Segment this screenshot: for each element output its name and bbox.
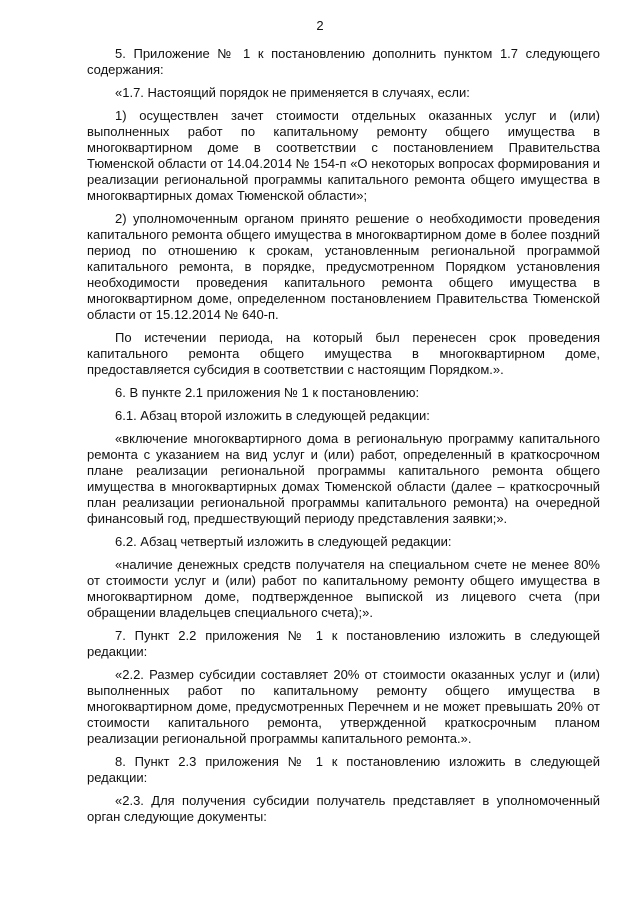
paragraph-1-7: «1.7. Настоящий порядок не применяется в случаях, если: bbox=[115, 85, 470, 100]
document-body bbox=[87, 46, 600, 832]
paragraph-2-3-text: «2.3. Для получения субсидии получатель представляет в уполномоченный орган следующие документы: bbox=[87, 793, 600, 824]
paragraph-6-1-text: «включение многоквартирного дома в региональную программу капитального ремонта с указанием на вид услуг и (или) работ, определенный в краткосрочном плане реализации региональной программы капитального ремонта общего имущества в многоквартирных домах Тюменской области (далее – краткосрочный план реализации региональной программы капитального ремонта) на очередной финансовый год, предшествующий периоду представления заявки;». bbox=[87, 431, 600, 526]
paragraph-6-2-text: «наличие денежных средств получателя на специальном счете не менее 80% от стоимости услуг и (или) работ по капитальному ремонту общего имущества в многоквартирном доме, подтвержденное выпиской из лицевого счета (при обращении владельцев специального счета);». bbox=[87, 557, 600, 620]
paragraph-7: 7. Пункт 2.2 приложения № 1 к постановлению изложить в следующей редакции: bbox=[87, 628, 600, 659]
page-number: 2 bbox=[316, 18, 324, 33]
paragraph-6-1: 6.1. Абзац второй изложить в следующей редакции: bbox=[115, 408, 430, 423]
paragraph-2-2-text: «2.2. Размер субсидии составляет 20% от стоимости оказанных услуг и (или) выполненных работ по капитальному ремонту общего имущества в многоквартирном доме, предусмотренных Перечнем и не может превышать 20% от стоимости капитального ремонта, утвержденной краткосрочным планом реализации региональной программы капитального ремонта.». bbox=[87, 667, 600, 746]
paragraph-5: 5. Приложение № 1 к постановлению дополнить пунктом 1.7 следующего содержания: bbox=[87, 46, 600, 77]
paragraph-1-7-closing: По истечении периода, на который был перенесен срок проведения капитального ремонта общего имущества в многоквартирном доме, предоставляется субсидия в соответствии с настоящим Порядком.». bbox=[87, 330, 600, 377]
paragraph-6: 6. В пункте 2.1 приложения № 1 к постановлению: bbox=[115, 385, 420, 400]
paragraph-1-7-item-2: 2) уполномоченным органом принято решение о необходимости проведения капитального ремонта общего имущества в многоквартирном доме в более поздний период по отношению к срокам, установленным региональной программой капитального ремонта, в порядке, предусмотренном Порядком установления необходимости проведения капитального ремонта общего имущества в многоквартирном доме, определенном постановлением Правительства Тюменской области от 15.12.2014 № 640-п. bbox=[87, 211, 600, 322]
paragraph-1-7-item-1: 1) осуществлен зачет стоимости отдельных оказанных услуг и (или) выполненных работ по капитальному ремонту общего имущества в многоквартирном доме в соответствии с постановлением Правительства Тюменской области от 14.04.2014 № 154-п «О некоторых вопросах формирования и реализации региональной программы капитального ремонта общего имущества в многоквартирных домах Тюменской области»; bbox=[87, 108, 600, 203]
paragraph-8: 8. Пункт 2.3 приложения № 1 к постановлению изложить в следующей редакции: bbox=[87, 754, 600, 785]
paragraph-6-2: 6.2. Абзац четвертый изложить в следующей редакции: bbox=[115, 534, 452, 549]
